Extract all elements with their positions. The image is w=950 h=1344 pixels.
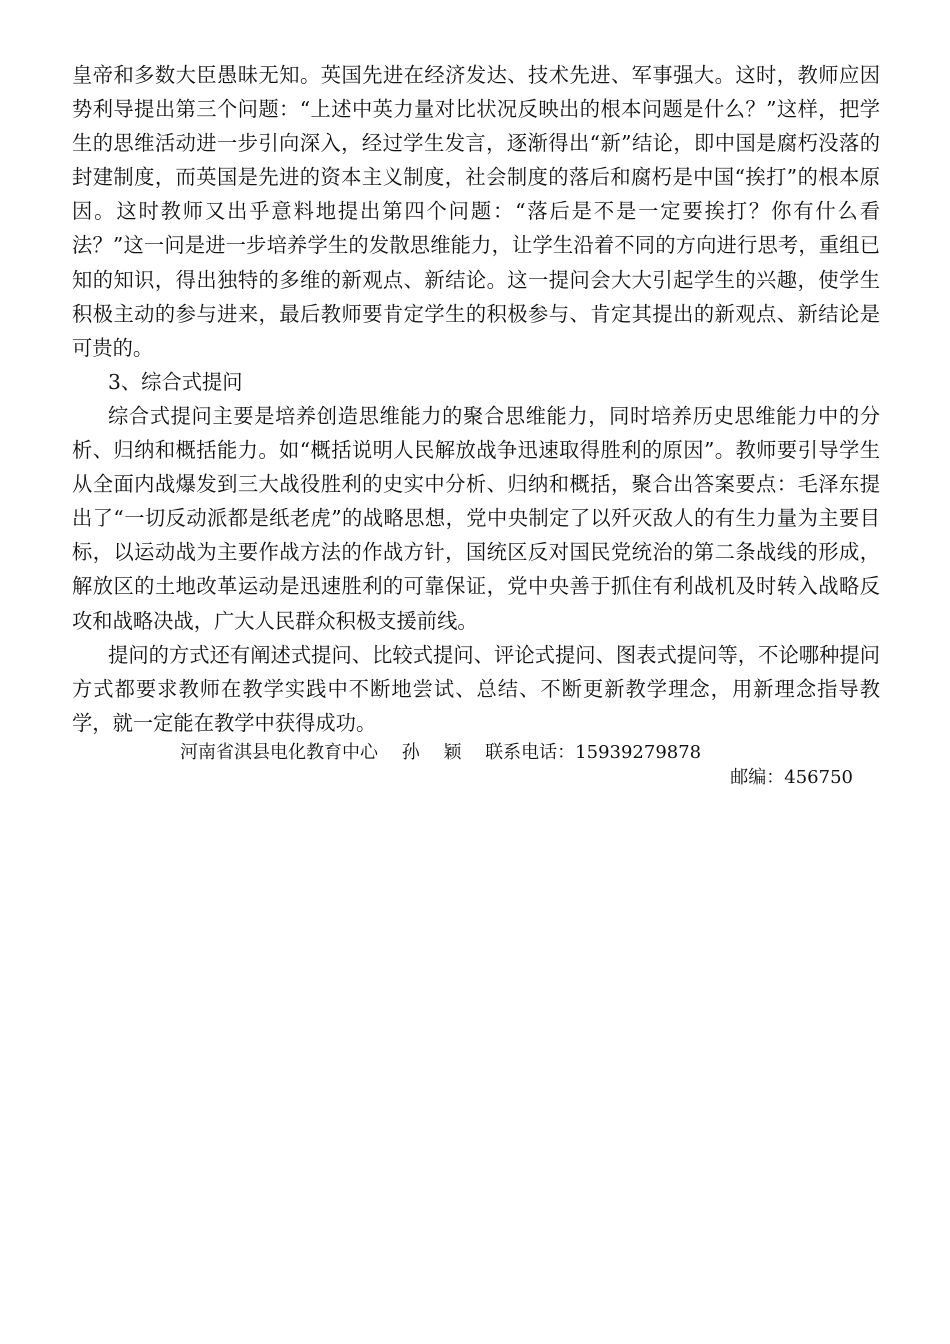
- section-heading: 3、综合式提问: [108, 369, 243, 394]
- postal-code-line: 邮编：456750: [730, 766, 853, 788]
- document-page: [72, 58, 901, 790]
- paragraph-conclusion: 提问的方式还有阐述式提问、比较式提问、评论式提问、图表式提问等，不论哪种提问 方式都要求教师在教学实践中不断地尝试、总结、不断更新教学理念，用新理念指导教学，就一定能在教学中获得成功。: [72, 642, 901, 735]
- paragraph-comprehensive-question: 综合式提问主要是培养创造思维能力的聚合思维能力，同时培养历史思维能力中的分析、归纳和概括能力。如“概括说明人民解放战争迅速取得胜利的原因”。教师要引导学生从全面内战爆发到三大战役胜利的史实中分析、归纳和概括，聚合出答案要点：毛泽东提出了“一切反动派都是纸老虎”的战略思想，党中央制定了以歼灭敌人的有生力量为主要目标，以运动战为主要作战方法的作战方针，国统区反对国民党统治的第二条战线的形成，解放区的土地改革运动是迅速胜利的可靠保证，党中央善于抓住有利战机及时转入战略反攻和战略决战，广大人民群众积极支援前线。: [72, 403, 880, 633]
- author-contact-line: 河南省淇县电化教育中心 孙 颖 联系电话：15939279878: [180, 741, 702, 763]
- paragraph-continuation: 皇帝和多数大臣愚昧无知。英国先进在经济发达、技术先进、军事强大。这时，教师应因势利导提出第三个问题：“上述中英力量对比状况反映出的根本问题是什么？”这样，把学生的思维活动进一步引向深入，经过学生发言，逐渐得出“新”结论，即中国是腐朽没落的封建制度，而英国是先进的资本主义制度，社会制度的落后和腐朽是中国“挨打”的根本原因。这时教师又出乎意料地提出第四个问题：“落后是不是一定要挨打？你有什么看法？”这一问是进一步培养学生的发散思维能力，让学生沿着不同的方向进行思考，重组已知的知识，得出独特的多维的新观点、新结论。这一提问会大大引起学生的兴趣，使学生积极主动的参与进来，最后教师要肯定学生的积极参与、肯定其提出的新观点、新结论是可贵的。: [72, 63, 880, 360]
